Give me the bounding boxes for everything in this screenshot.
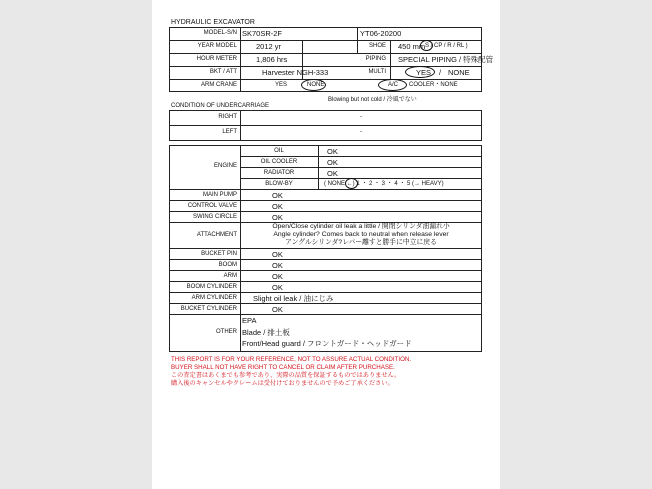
multi-label: MULTI <box>368 69 386 75</box>
other-label: OTHER <box>216 329 237 335</box>
left-label: LEFT <box>222 129 237 135</box>
control-valve-value: OK <box>272 202 283 211</box>
undercarriage-heading: CONDITION OF UNDERCARRIAGE <box>171 103 270 109</box>
swing-circle-label: SWING CIRCLE <box>192 214 237 220</box>
arm-value: OK <box>272 272 283 281</box>
swing-circle-value: OK <box>272 213 283 222</box>
bucket-pin-label: BUCKET PIN <box>201 251 237 257</box>
attachment-label: ATTACHMENT <box>196 232 237 238</box>
multi-none: NONE <box>448 68 470 77</box>
engine-blowby-label: BLOW-BY <box>265 181 293 187</box>
disclaimer-line-2: BUYER SHALL NOT HAVE RIGHT TO CANCEL OR CLAIM AFTER PURCHASE. <box>171 364 395 371</box>
main-pump-label: MAIN PUMP <box>202 192 237 198</box>
engine-label: ENGINE <box>213 163 237 169</box>
other-line-1: EPA <box>242 316 257 325</box>
ac-label: A/C <box>388 82 399 88</box>
other-line-3: Front/Head guard / フロントガード・ヘッドガード <box>242 339 412 348</box>
other-line-2: Blade / 排土板 <box>242 328 290 337</box>
attachment-line-1: Open/Close cylinder oil leak a little / 開閉シリンダ油漏れ小 <box>272 223 450 230</box>
bucket-cylinder-value: OK <box>272 305 283 314</box>
shoe-s-circle <box>420 40 433 51</box>
boom-cylinder-label: BOOM CYLINDER <box>186 284 237 290</box>
hour-label: HOUR METER <box>196 56 237 62</box>
shoe-label: SHOE <box>368 43 386 49</box>
year-value: 2012 yr <box>256 42 282 51</box>
crane-yes: YES <box>275 82 288 88</box>
report-sheet <box>152 0 500 489</box>
attachment-line-2: Angle cylinder? Comes back to neutral when release lever <box>273 231 449 238</box>
bucket-cylinder-label: BUCKET CYLINDER <box>180 306 237 312</box>
engine-cooler-value: OK <box>327 158 338 167</box>
boom-label: BOOM <box>218 262 237 268</box>
multi-yes-circle <box>405 66 435 78</box>
control-valve-label: CONTROL VALVE <box>187 203 237 209</box>
report-title: HYDRAULIC EXCAVATOR <box>171 19 255 26</box>
blowing-note: Blowing but not cold / 冷風でない <box>328 97 417 103</box>
arm-cylinder-label: ARM CYLINDER <box>191 295 237 301</box>
engine-blowby-scale: ( NONE ←) 1 ・ 2 ・ 3 ・ 4 ・ 5 (→ HEAVY) <box>324 181 444 187</box>
crane-none: NONE <box>307 82 325 88</box>
arm-label: ARM <box>223 273 237 279</box>
multi-slash: / <box>439 68 442 77</box>
disclaimer-line-4: 購入後のキャンセルやクレームは受付けておりませんので予めご了承ください。 <box>171 380 394 387</box>
model-label: MODEL-S/N <box>203 30 237 36</box>
bkt-value: Harvester NGH-333 <box>262 68 329 77</box>
boom-value: OK <box>272 261 283 270</box>
shoe-value: 450 mm <box>398 42 426 51</box>
boom-cylinder-value: OK <box>272 283 283 292</box>
serial-value: YT06-20200 <box>360 29 402 38</box>
model-value: SK70SR-2F <box>242 29 283 38</box>
right-value: - <box>360 114 362 120</box>
disclaimer-line-1: THIS REPORT IS FOR YOUR REFERENCE, NOT TO ASSURE ACTUAL CONDITION. <box>171 356 412 363</box>
disclaimer-line-3: この査定書はあくまでも参考であり、実際の品質を保証するものではありません。 <box>171 372 401 379</box>
hour-value: 1,806 hrs <box>256 55 288 64</box>
engine-radiator-label: RADIATOR <box>263 170 295 176</box>
shoe-options: S / CP / R / RL ) <box>425 43 468 49</box>
right-label: RIGHT <box>218 114 237 120</box>
bkt-label: BKT / ATT <box>209 69 237 75</box>
engine-oil-value: OK <box>327 147 338 156</box>
attachment-line-3: アングルシリンダ?レバー離すと勝手に中立に戻る <box>285 239 437 246</box>
piping-label: PIPING <box>365 56 386 62</box>
multi-yes: YES <box>416 68 432 77</box>
blowby-level-circle <box>345 178 358 189</box>
bucket-pin-value: OK <box>272 250 283 259</box>
left-value: - <box>360 129 362 135</box>
crane-none-circle <box>301 79 326 91</box>
arm-cylinder-value: Slight oil leak / 油にじみ <box>253 294 334 303</box>
ac-circle <box>378 79 407 91</box>
crane-label: ARM CRANE <box>200 82 237 88</box>
piping-value: SPECIAL PIPING / 特殊配管 <box>398 55 494 64</box>
main-pump-value: OK <box>272 191 283 200</box>
cooler-none: COOLER・NONE <box>409 82 458 88</box>
engine-cooler-label: OIL COOLER <box>260 159 298 165</box>
engine-oil-label: OIL <box>274 148 284 154</box>
year-label: YEAR MODEL <box>197 43 237 49</box>
engine-radiator-value: OK <box>327 169 338 178</box>
